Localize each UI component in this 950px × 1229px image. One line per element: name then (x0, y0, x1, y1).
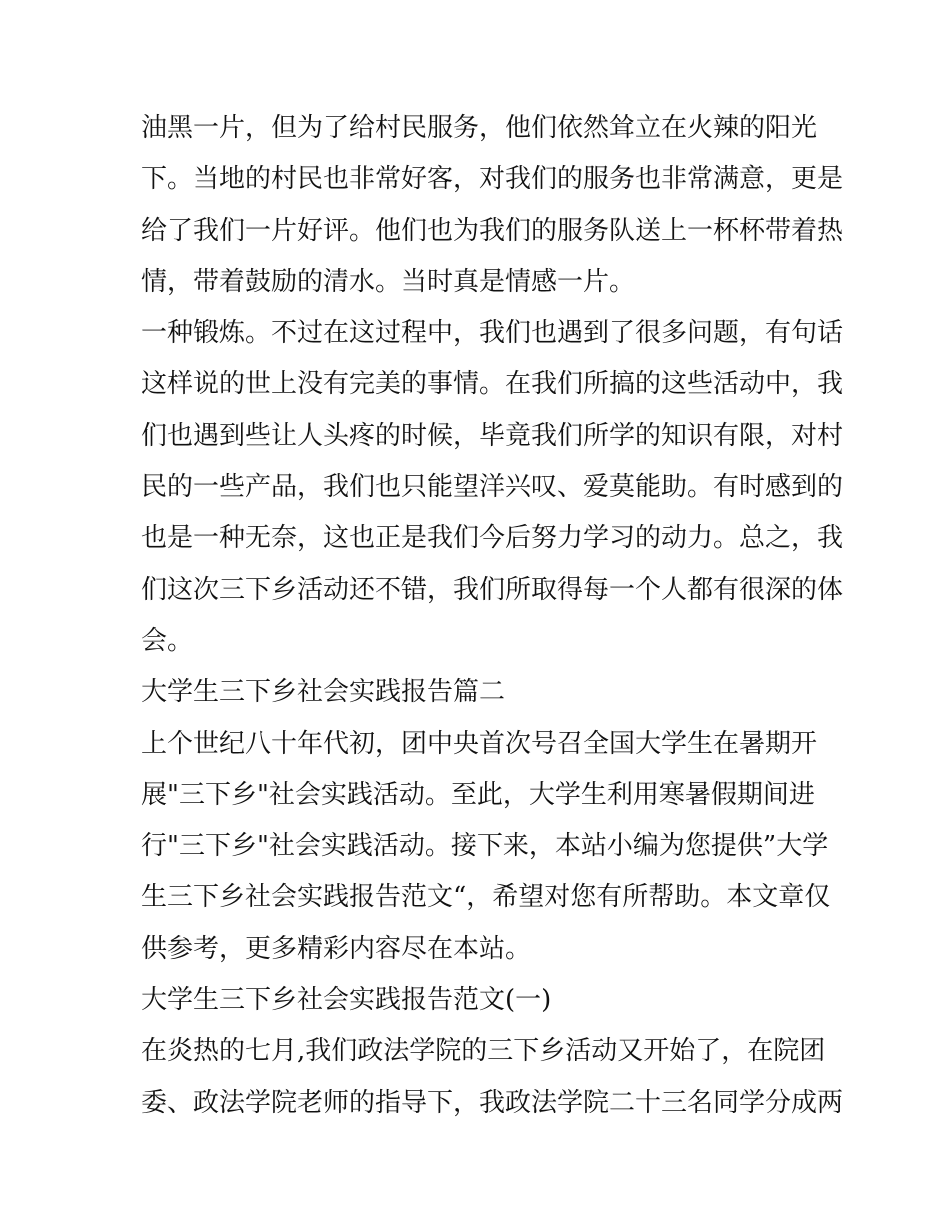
text-line: 给了我们一片好评。他们也为我们的服务队送上一杯杯带着热 (141, 215, 844, 246)
text-line: 情，带着鼓励的清水。当时真是情感一片。 (141, 266, 636, 297)
text-line: 行"三下乡"社会实践活动。接下来，本站小编为您提供”大学 (141, 831, 829, 862)
text-line: 民的一些产品，我们也只能望洋兴叹、爱莫能助。有时感到的 (141, 472, 844, 503)
text-line: 下。当地的村民也非常好客，对我们的服务也非常满意，更是 (141, 164, 844, 195)
text-line: 们这次三下乡活动还不错，我们所取得每一个人都有很深的体 (141, 574, 844, 605)
text-line: 这样说的世上没有完美的事情。在我们所搞的这些活动中，我 (141, 369, 844, 400)
text-line: 们也遇到些让人头疼的时候，毕竟我们所学的知识有限，对村 (141, 420, 844, 451)
text-line: 供参考，更多精彩内容尽在本站。 (141, 933, 532, 964)
text-line: 委、政法学院老师的指导下，我政法学院二十三名同学分成两 (141, 1087, 844, 1118)
text-line: 也是一种无奈，这也正是我们今后努力学习的动力。总之，我 (141, 523, 844, 554)
text-line: 上个世纪八十年代初，团中央首次号召全国大学生在暑期开 (141, 728, 818, 759)
text-line: 展"三下乡"社会实践活动。至此，大学生利用寒暑假期间进 (141, 779, 815, 810)
text-line: 生三下乡社会实践报告范文“，希望对您有所帮助。本文章仅 (141, 882, 831, 913)
text-line: 在炎热的七月,我们政法学院的三下乡活动又开始了，在院团 (141, 1036, 826, 1067)
text-line: 会。 (141, 625, 194, 656)
section-heading: 大学生三下乡社会实践报告篇二 (141, 677, 506, 708)
document-body (141, 103, 844, 1129)
text-line: 一种锻炼。不过在这过程中，我们也遇到了很多问题，有句话 (141, 318, 844, 349)
text-line: 油黑一片，但为了给村民服务，他们依然耸立在火辣的阳光 (141, 113, 818, 143)
section-heading: 大学生三下乡社会实践报告范文(一) (141, 985, 552, 1016)
